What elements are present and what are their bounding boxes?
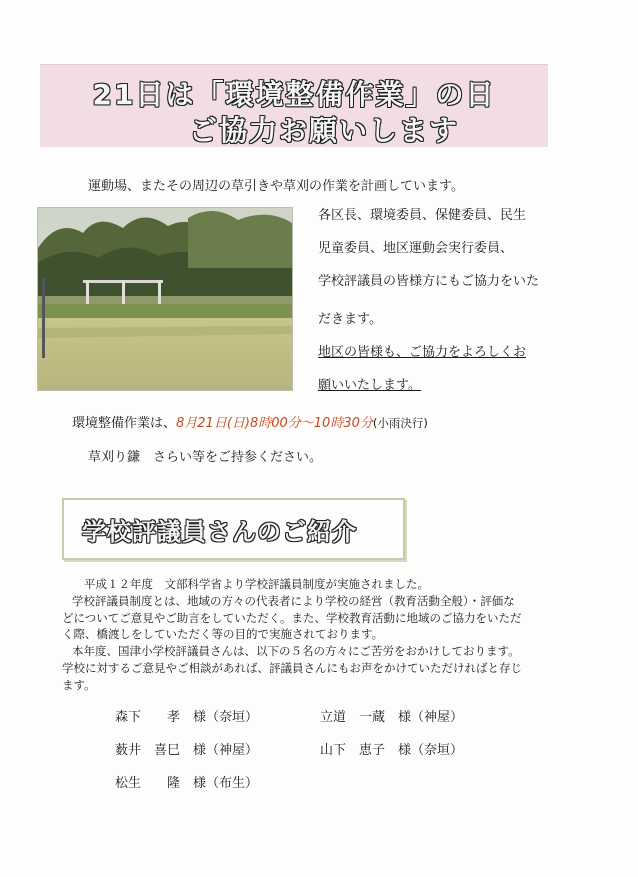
member-entry: 松生 隆 様（布生） [115,776,259,791]
paragraph-line: 平成１２年度 文部科学省より学校評議員制度が実施されました。 [84,577,429,591]
side-text-line: 学校評議員の皆様方にもご協力をいた [318,274,540,289]
side-text-line: 児童委員、地区運動会実行委員、 [318,241,514,256]
tools-note: 草刈り鎌 さらい等をご持参ください。 [88,450,323,465]
member-entry: 森下 孝 様（奈垣） [115,710,259,725]
work-time: 8月21日(日)8時00分～10時30分 [176,416,373,431]
lead-text: 運動場、またその周辺の草引きや草刈の作業を計画しています。 [88,179,464,194]
side-text-line: だきます。 [318,312,382,327]
member-entry: 立道 一蔵 様（神屋） [320,710,464,725]
member-entry: 薮井 喜巳 様（神屋） [115,743,259,758]
paragraph-line: 学校評議員制度とは、地域の方々の代表者により学校の経営（教育活動全般）・評価な [72,594,515,608]
title-line-2: ご協力お願いします [188,114,459,147]
title-banner [40,64,548,147]
schoolyard-photo [37,207,293,391]
member-entry: 山下 恵子 様（奈垣） [320,743,464,758]
paragraph-line: く際、橋渡しをしていただく等の目的で実施されております。 [62,627,384,641]
work-schedule [72,412,428,431]
side-text-line: 願いいたします。 [318,378,421,393]
paragraph-line: どについてご意見やご助言をしていただく。また、学校教育活動に地域のご協力をいただ [62,611,522,625]
side-text-line: 各区長、環境委員、保健委員、民生 [318,208,527,223]
paragraph-line: ます。 [62,678,96,692]
paragraph-line: 学校に対するご意見やご相談があれば、評議員さんにもお声をかけていただければと存じ [62,661,522,675]
section-heading-box [62,498,405,560]
title-line-1: 21日は「環境整備作業」の日 [92,78,496,111]
section-title: 学校評議員さんのご紹介 [82,518,357,546]
side-text-line: 地区の皆様も、ご協力をよろしくお [318,345,527,360]
paragraph-line: 本年度、国津小学校評議員さんは、以下の５名の方々にご苦労をおかけしております。 [72,644,520,658]
work-label: 環境整備作業は、 [72,416,177,431]
work-rain-note: (小雨決行) [372,416,428,430]
